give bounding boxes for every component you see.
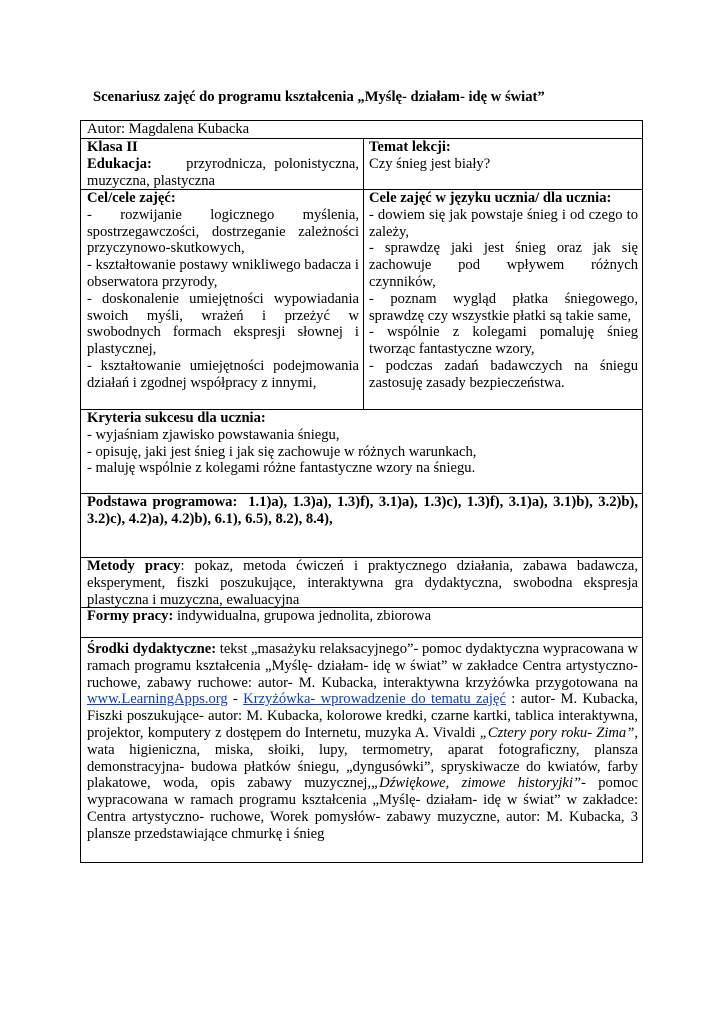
class-topic-row (81, 139, 642, 190)
aids-label: Środki dydaktyczne: (87, 641, 217, 657)
topic-cell (364, 139, 642, 189)
basis-value: 1.1)a), 1.3)a), 1.3)f), 3.1)a), 1.3)c), 1.3)f), 3.1)a), 3.1)b), 3.2)b), 3.2)c), 4.2)a), 4.2)b), 6.1), 6.5), 8.2), 8.4), (87, 494, 638, 527)
aids-text: tekst „masażyku relaksacyjnego”- pomoc dydaktyczna wypracowana w ramach programu kształcenia „Myślę- działam- idę w świat” w zakładce Centra artystyczno-ruchowe, zabawy ruchowe: autor- M. Kubacka, interaktywna krzyżówka przygotowana na (87, 641, 639, 691)
class-cell (81, 139, 364, 189)
student-goal-item: - wspólnie z kolegami pomaluję śnieg tworząc fantastyczne wzory, (369, 324, 638, 358)
student-goals-label: Cele zajęć w języku ucznia/ dla ucznia: (369, 190, 612, 206)
education-value: przyrodnicza, polonistyczna, muzyczna, plastyczna (87, 155, 359, 189)
aids-separator: - (227, 691, 244, 708)
document-title: Scenariusz zajęć do programu kształcenia „Myślę- działam- idę w świat” (93, 89, 545, 105)
methods-row (81, 558, 642, 608)
lesson-plan-table (80, 120, 643, 863)
goals-row (81, 190, 642, 410)
methods-value: : pokaz, metoda ćwiczeń i praktycznego działania, zabawa badawcza, eksperyment, fiszki poszukujące, interaktywna gra dydaktyczna, swobodna ekspresja plastyczna i muzyczna, ewaluacyjna (87, 558, 638, 608)
goals-label: Cel/cele zajęć: (87, 190, 176, 206)
forms-cell (81, 608, 642, 637)
student-goal-item: - podczas zadań badawczych na śniegu zastosuję zasady bezpieczeństwa. (369, 357, 638, 391)
topic-label: Temat lekcji: (369, 139, 451, 155)
aids-cell (81, 638, 642, 862)
forms-row (81, 608, 642, 638)
learningapps-link[interactable]: www.LearningApps.org (87, 691, 228, 708)
class-label: Klasa II (87, 139, 138, 155)
forms-label: Formy pracy: (87, 608, 174, 624)
criteria-item: - opisuję, jaki jest śnieg i jak się zachowuje w różnych warunkach, (87, 443, 477, 460)
student-goals-cell (364, 190, 642, 409)
author-cell: Autor: Magdalena Kubacka (87, 121, 250, 137)
student-goal-item: - poznam wygląd płatka śniegowego, sprawdzę czy wszystkie płatki są takie same, (369, 290, 638, 324)
aids-text: , wata higieniczna, miska, słoiki, lupy, termometry, aparat fotograficzny, plansza demonstracyjna- budowa płatków śniegu, „dyngusówki”, spryskiwacze do kwiatów, farby plakatowe, woda, opis zabawy muzycznej (87, 724, 638, 792)
criteria-row (81, 410, 642, 494)
criteria-label: Kryteria sukcesu dla ucznia: (87, 410, 266, 426)
goal-item: - kształtowanie postawy wnikliwego badacza i obserwatora przyrody, (87, 257, 359, 290)
basis-row (81, 494, 642, 558)
goal-item: - doskonalenie umiejętności wypowiadania swoich myśli, wrażeń i przeżyć w swobodnych formach ekspresji słownej i plastycznej, (87, 290, 359, 358)
aids-text: - pomoc wypracowana w ramach programu kształcenia „Myślę- działam- idę w świat” w zakładce: Centra artystyczno- ruchowe, Worek pomysłów- zabawy muzyczne, autor: M. Kubacka, 3 plansze przedstawiające chmurkę i śnieg (87, 775, 638, 842)
education-text (87, 156, 359, 190)
criteria-item: - maluję wspólnie z kolegami różne fantastyczne wzory na śniegu. (87, 460, 476, 477)
education-label: Edukacja: (87, 155, 152, 172)
criteria-item: - wyjaśniam zjawisko powstawania śniegu, (87, 426, 340, 443)
student-goal-item: - sprawdzę jaki jest śnieg oraz jak się zachowuje pod wpływem różnych czynników, (369, 240, 638, 290)
methods-cell (81, 558, 642, 607)
forms-value: indywidualna, grupowa jednolita, zbiorowa (176, 608, 432, 624)
musical-game-title: ,„Dźwiękowe, zimowe historyjki” (367, 775, 582, 792)
vivaldi-title: „Cztery pory roku- Zima” (479, 724, 635, 741)
student-goal-item: - dowiem się jak powstaje śnieg i od czego to zależy, (369, 206, 638, 240)
goal-item: - kształtowanie umiejętności podejmowania działań i zgodnej współpracy z innymi, (87, 357, 359, 391)
goals-cell (81, 190, 364, 409)
goal-item: - rozwijanie logicznego myślenia, spostrzegawczości, dostrzeganie zależności przyczynowo-skutkowych, (87, 206, 359, 257)
topic-value: Czy śnieg jest biały? (369, 155, 491, 172)
criteria-cell (81, 410, 642, 493)
crossword-link[interactable]: Krzyżówka- wprowadzenie do tematu zajęć (243, 691, 506, 708)
basis-cell (81, 494, 642, 557)
aids-text: : autor- M. Kubacka, Fiszki poszukujące- autor: M. Kubacka, kolorowe kredki, czarne kartki, tablica interaktywna, projektor, komputery z dostępem do Internetu, muzyka A. Vivaldi (87, 691, 638, 741)
author-row (81, 121, 642, 139)
methods-label: Metody pracy (87, 558, 181, 574)
basis-label: Podstawa programowa: (87, 494, 238, 510)
aids-row (81, 638, 642, 862)
